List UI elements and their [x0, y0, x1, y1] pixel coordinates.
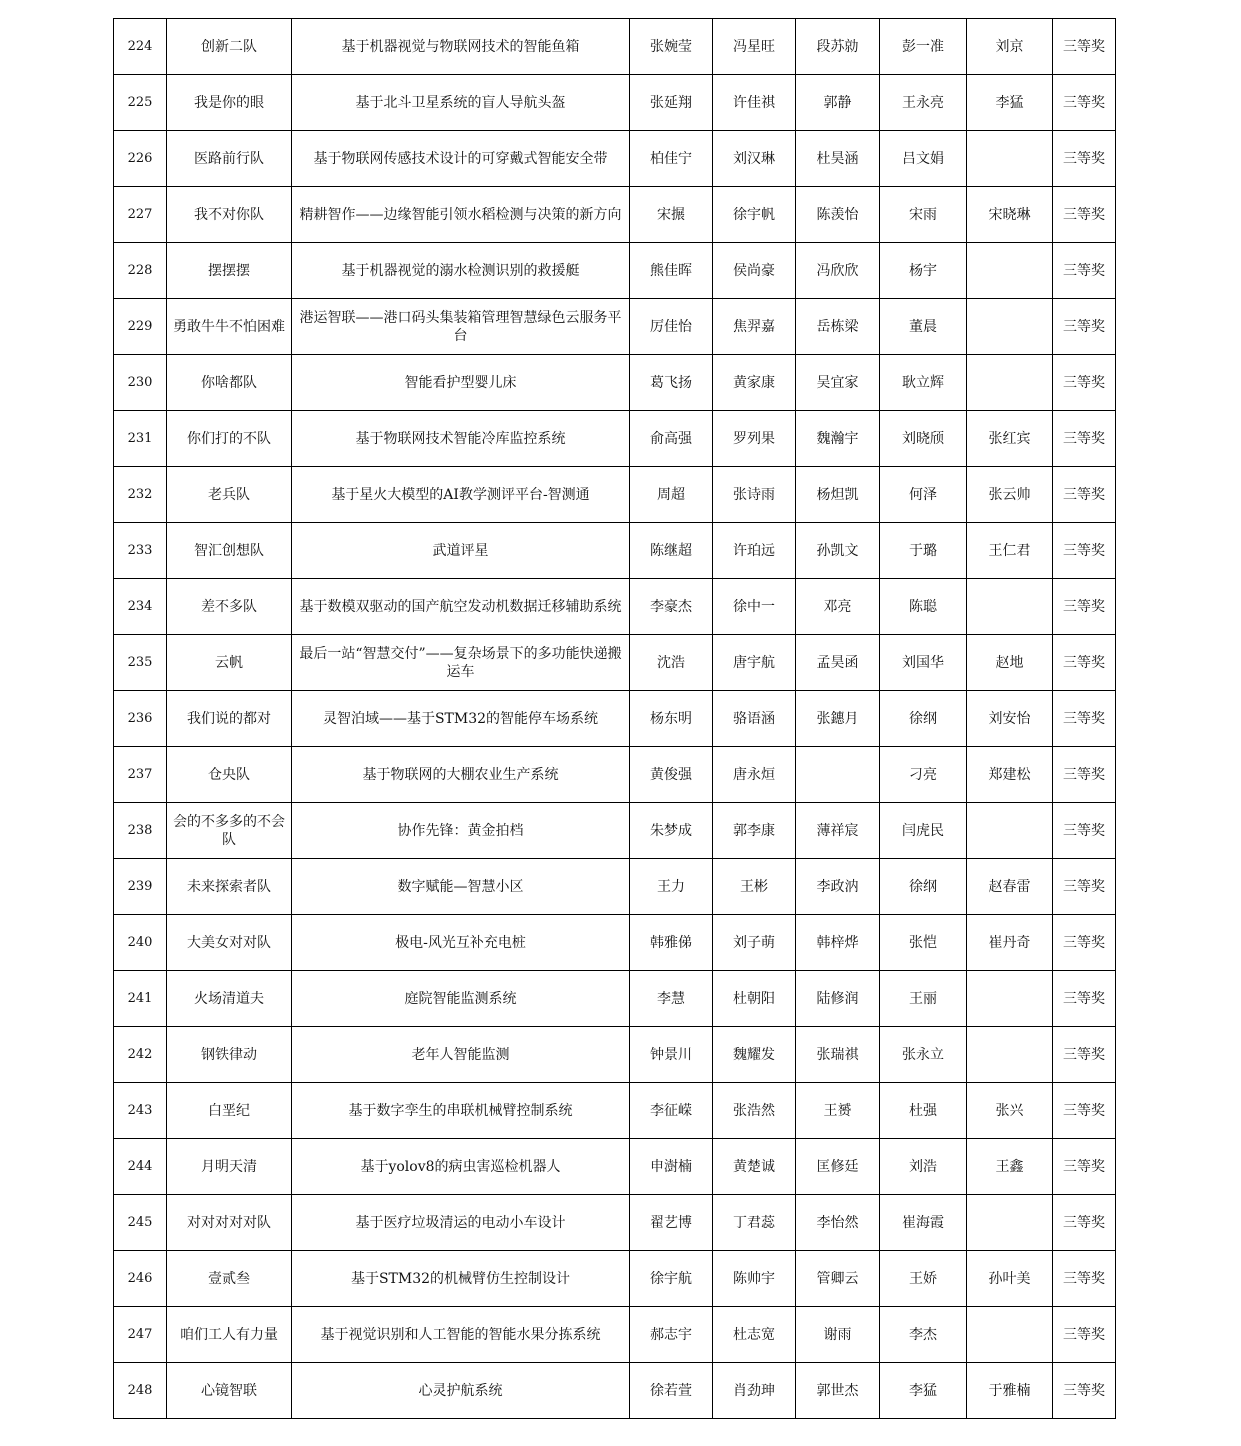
team-name: 对对对对对队 [167, 1195, 292, 1251]
member-1: 周超 [630, 467, 713, 523]
team-name: 仓央队 [167, 747, 292, 803]
project-name: 精耕智作——边缘智能引领水稻检测与决策的新方向 [292, 187, 630, 243]
member-2: 徐宇帆 [713, 187, 796, 243]
award-level: 三等奖 [1053, 1307, 1116, 1363]
project-name: 庭院智能监测系统 [292, 971, 630, 1027]
member-2: 郭李康 [713, 803, 796, 859]
member-4: 陈聪 [880, 579, 967, 635]
row-number: 235 [114, 635, 167, 691]
team-name: 勇敢牛牛不怕困难 [167, 299, 292, 355]
member-1: 李慧 [630, 971, 713, 1027]
team-name: 医路前行队 [167, 131, 292, 187]
team-name: 差不多队 [167, 579, 292, 635]
member-4: 杜强 [880, 1083, 967, 1139]
team-name: 咱们工人有力量 [167, 1307, 292, 1363]
award-level: 三等奖 [1053, 411, 1116, 467]
row-number: 228 [114, 243, 167, 299]
award-level: 三等奖 [1053, 523, 1116, 579]
table-row [114, 1083, 1116, 1139]
team-name: 老兵队 [167, 467, 292, 523]
project-name: 基于数字孪生的串联机械臂控制系统 [292, 1083, 630, 1139]
member-1: 葛飞扬 [630, 355, 713, 411]
row-number: 232 [114, 467, 167, 523]
member-2: 许珀远 [713, 523, 796, 579]
team-name: 你们打的不队 [167, 411, 292, 467]
row-number: 247 [114, 1307, 167, 1363]
member-1: 李豪杰 [630, 579, 713, 635]
member-1: 钟景川 [630, 1027, 713, 1083]
project-name: 灵智泊域——基于STM32的智能停车场系统 [292, 691, 630, 747]
member-1: 翟艺博 [630, 1195, 713, 1251]
member-2: 许佳祺 [713, 75, 796, 131]
team-name: 壹贰叁 [167, 1251, 292, 1307]
table-row [114, 19, 1116, 75]
member-4: 王丽 [880, 971, 967, 1027]
member-1: 沈浩 [630, 635, 713, 691]
member-1: 俞高强 [630, 411, 713, 467]
table-row [114, 1307, 1116, 1363]
member-3: 韩梓烨 [796, 915, 880, 971]
member-5: 张兴 [967, 1083, 1053, 1139]
table-row [114, 1139, 1116, 1195]
table-row [114, 467, 1116, 523]
member-3 [796, 747, 880, 803]
member-4: 闫虎民 [880, 803, 967, 859]
member-2: 刘子萌 [713, 915, 796, 971]
member-4: 刁亮 [880, 747, 967, 803]
row-number: 238 [114, 803, 167, 859]
award-level: 三等奖 [1053, 467, 1116, 523]
member-4: 彭一准 [880, 19, 967, 75]
table-row [114, 1251, 1116, 1307]
row-number: 240 [114, 915, 167, 971]
member-5: 王仁君 [967, 523, 1053, 579]
member-5: 崔丹奇 [967, 915, 1053, 971]
member-4: 张永立 [880, 1027, 967, 1083]
row-number: 246 [114, 1251, 167, 1307]
member-5 [967, 131, 1053, 187]
project-name: 基于星火大模型的AI教学测评平台-智测通 [292, 467, 630, 523]
award-level: 三等奖 [1053, 355, 1116, 411]
member-4: 王永亮 [880, 75, 967, 131]
team-name: 大美女对对队 [167, 915, 292, 971]
award-level: 三等奖 [1053, 803, 1116, 859]
table-row [114, 803, 1116, 859]
member-4: 刘晓颀 [880, 411, 967, 467]
award-level: 三等奖 [1053, 747, 1116, 803]
award-level: 三等奖 [1053, 971, 1116, 1027]
member-3: 谢雨 [796, 1307, 880, 1363]
award-level: 三等奖 [1053, 1083, 1116, 1139]
award-level: 三等奖 [1053, 75, 1116, 131]
member-2: 罗列果 [713, 411, 796, 467]
project-name: 最后一站“智慧交付”——复杂场景下的多功能快递搬运车 [292, 635, 630, 691]
member-5: 赵地 [967, 635, 1053, 691]
member-2: 刘汉琳 [713, 131, 796, 187]
member-3: 孟昊函 [796, 635, 880, 691]
project-name: 港运智联——港口码头集装箱管理智慧绿色云服务平台 [292, 299, 630, 355]
member-1: 杨东明 [630, 691, 713, 747]
award-level: 三等奖 [1053, 1027, 1116, 1083]
project-name: 基于物联网技术智能冷库监控系统 [292, 411, 630, 467]
member-5: 张红宾 [967, 411, 1053, 467]
member-2: 唐宇航 [713, 635, 796, 691]
member-4: 张恺 [880, 915, 967, 971]
member-1: 陈继超 [630, 523, 713, 579]
member-4: 何泽 [880, 467, 967, 523]
team-name: 火场清道夫 [167, 971, 292, 1027]
team-name: 我是你的眼 [167, 75, 292, 131]
project-name: 基于STM32的机械臂仿生控制设计 [292, 1251, 630, 1307]
member-4: 吕文娟 [880, 131, 967, 187]
award-level: 三等奖 [1053, 19, 1116, 75]
row-number: 237 [114, 747, 167, 803]
member-2: 肖劲珅 [713, 1363, 796, 1419]
member-4: 徐纲 [880, 859, 967, 915]
member-1: 徐若萱 [630, 1363, 713, 1419]
member-3: 张鏸月 [796, 691, 880, 747]
award-level: 三等奖 [1053, 1195, 1116, 1251]
member-2: 杜朝阳 [713, 971, 796, 1027]
member-4: 耿立辉 [880, 355, 967, 411]
member-5 [967, 1307, 1053, 1363]
member-4: 王娇 [880, 1251, 967, 1307]
member-2: 骆语涵 [713, 691, 796, 747]
row-number: 233 [114, 523, 167, 579]
member-5 [967, 579, 1053, 635]
table-row [114, 859, 1116, 915]
row-number: 224 [114, 19, 167, 75]
row-number: 243 [114, 1083, 167, 1139]
member-3: 管卿云 [796, 1251, 880, 1307]
member-5: 赵春雷 [967, 859, 1053, 915]
team-name: 心镜智联 [167, 1363, 292, 1419]
row-number: 226 [114, 131, 167, 187]
row-number: 230 [114, 355, 167, 411]
member-3: 杜昊涵 [796, 131, 880, 187]
project-name: 基于物联网传感技术设计的可穿戴式智能安全带 [292, 131, 630, 187]
team-name: 摆摆摆 [167, 243, 292, 299]
row-number: 236 [114, 691, 167, 747]
project-name: 基于医疗垃圾清运的电动小车设计 [292, 1195, 630, 1251]
member-3: 邓亮 [796, 579, 880, 635]
award-level: 三等奖 [1053, 187, 1116, 243]
member-1: 申澍楠 [630, 1139, 713, 1195]
table-row [114, 355, 1116, 411]
project-name: 协作先锋：黄金拍档 [292, 803, 630, 859]
member-2: 焦羿嘉 [713, 299, 796, 355]
member-3: 魏瀚宇 [796, 411, 880, 467]
member-2: 徐中一 [713, 579, 796, 635]
member-1: 熊佳晖 [630, 243, 713, 299]
member-2: 杜志宽 [713, 1307, 796, 1363]
table-row [114, 523, 1116, 579]
award-level: 三等奖 [1053, 243, 1116, 299]
member-3: 岳栋梁 [796, 299, 880, 355]
member-5: 王鑫 [967, 1139, 1053, 1195]
member-2: 黄家康 [713, 355, 796, 411]
member-5 [967, 1195, 1053, 1251]
row-number: 245 [114, 1195, 167, 1251]
member-1: 徐宇航 [630, 1251, 713, 1307]
project-name: 老年人智能监测 [292, 1027, 630, 1083]
table-row [114, 1363, 1116, 1419]
team-name: 你啥都队 [167, 355, 292, 411]
team-name: 会的不多多的不会队 [167, 803, 292, 859]
table-row [114, 411, 1116, 467]
member-3: 李政汭 [796, 859, 880, 915]
table-row [114, 971, 1116, 1027]
member-4: 徐纲 [880, 691, 967, 747]
award-level: 三等奖 [1053, 691, 1116, 747]
member-1: 张婉莹 [630, 19, 713, 75]
table-row [114, 747, 1116, 803]
member-2: 张浩然 [713, 1083, 796, 1139]
team-name: 白垩纪 [167, 1083, 292, 1139]
member-3: 王赟 [796, 1083, 880, 1139]
member-5 [967, 299, 1053, 355]
row-number: 225 [114, 75, 167, 131]
member-1: 柏佳宁 [630, 131, 713, 187]
member-4: 崔海霞 [880, 1195, 967, 1251]
member-3: 吴宜家 [796, 355, 880, 411]
member-3: 孙凯文 [796, 523, 880, 579]
member-3: 冯欣欣 [796, 243, 880, 299]
member-3: 李怡然 [796, 1195, 880, 1251]
table-row [114, 187, 1116, 243]
project-name: 极电-风光互补充电桩 [292, 915, 630, 971]
table-row [114, 1195, 1116, 1251]
member-3: 郭世杰 [796, 1363, 880, 1419]
award-level: 三等奖 [1053, 1251, 1116, 1307]
award-level: 三等奖 [1053, 915, 1116, 971]
member-2: 冯星旺 [713, 19, 796, 75]
team-name: 月明天清 [167, 1139, 292, 1195]
member-5 [967, 243, 1053, 299]
member-1: 张延翔 [630, 75, 713, 131]
row-number: 241 [114, 971, 167, 1027]
row-number: 239 [114, 859, 167, 915]
member-5 [967, 355, 1053, 411]
project-name: 武道评星 [292, 523, 630, 579]
award-table-body [114, 19, 1116, 1419]
member-2: 唐永烜 [713, 747, 796, 803]
member-5: 于雅楠 [967, 1363, 1053, 1419]
member-1: 朱梦成 [630, 803, 713, 859]
team-name: 智汇创想队 [167, 523, 292, 579]
member-1: 王力 [630, 859, 713, 915]
project-name: 基于机器视觉与物联网技术的智能鱼箱 [292, 19, 630, 75]
award-level: 三等奖 [1053, 579, 1116, 635]
member-5: 宋晓琳 [967, 187, 1053, 243]
team-name: 云帆 [167, 635, 292, 691]
member-5 [967, 803, 1053, 859]
member-4: 李杰 [880, 1307, 967, 1363]
project-name: 基于机器视觉的溺水检测识别的救援艇 [292, 243, 630, 299]
project-name: 基于数模双驱动的国产航空发动机数据迁移辅助系统 [292, 579, 630, 635]
table-row [114, 579, 1116, 635]
member-2: 陈帅宇 [713, 1251, 796, 1307]
team-name: 我不对你队 [167, 187, 292, 243]
project-name: 基于视觉识别和人工智能的智能水果分拣系统 [292, 1307, 630, 1363]
member-5: 郑建松 [967, 747, 1053, 803]
member-1: 郝志宇 [630, 1307, 713, 1363]
row-number: 242 [114, 1027, 167, 1083]
member-5: 刘安怡 [967, 691, 1053, 747]
award-level: 三等奖 [1053, 299, 1116, 355]
team-name: 未来探索者队 [167, 859, 292, 915]
member-5: 李猛 [967, 75, 1053, 131]
member-3: 段苏勍 [796, 19, 880, 75]
member-4: 宋雨 [880, 187, 967, 243]
row-number: 234 [114, 579, 167, 635]
project-name: 基于物联网的大棚农业生产系统 [292, 747, 630, 803]
member-3: 陆修润 [796, 971, 880, 1027]
row-number: 229 [114, 299, 167, 355]
award-level: 三等奖 [1053, 1363, 1116, 1419]
member-4: 刘浩 [880, 1139, 967, 1195]
member-5: 孙叶美 [967, 1251, 1053, 1307]
member-3: 张瑞祺 [796, 1027, 880, 1083]
member-5: 刘京 [967, 19, 1053, 75]
team-name: 我们说的都对 [167, 691, 292, 747]
member-5 [967, 971, 1053, 1027]
row-number: 244 [114, 1139, 167, 1195]
team-name: 创新二队 [167, 19, 292, 75]
member-3: 郭静 [796, 75, 880, 131]
member-1: 黄俊强 [630, 747, 713, 803]
member-3: 匡修廷 [796, 1139, 880, 1195]
member-3: 薄祥宸 [796, 803, 880, 859]
member-1: 李征嵘 [630, 1083, 713, 1139]
member-2: 黄楚诚 [713, 1139, 796, 1195]
table-row [114, 299, 1116, 355]
member-1: 厉佳怡 [630, 299, 713, 355]
member-4: 杨宇 [880, 243, 967, 299]
table-row [114, 691, 1116, 747]
member-2: 侯尚豪 [713, 243, 796, 299]
project-name: 心灵护航系统 [292, 1363, 630, 1419]
member-4: 刘国华 [880, 635, 967, 691]
member-3: 杨炟凯 [796, 467, 880, 523]
member-4: 董晨 [880, 299, 967, 355]
project-name: 智能看护型婴儿床 [292, 355, 630, 411]
member-2: 魏耀发 [713, 1027, 796, 1083]
team-name: 钢铁律动 [167, 1027, 292, 1083]
award-level: 三等奖 [1053, 1139, 1116, 1195]
project-name: 数字赋能—智慧小区 [292, 859, 630, 915]
project-name: 基于yolov8的病虫害巡检机器人 [292, 1139, 630, 1195]
award-table [113, 18, 1116, 1419]
award-level: 三等奖 [1053, 131, 1116, 187]
member-5: 张云帅 [967, 467, 1053, 523]
member-1: 韩雅俤 [630, 915, 713, 971]
member-2: 丁君蕊 [713, 1195, 796, 1251]
row-number: 227 [114, 187, 167, 243]
award-level: 三等奖 [1053, 635, 1116, 691]
member-4: 李猛 [880, 1363, 967, 1419]
row-number: 231 [114, 411, 167, 467]
table-row [114, 915, 1116, 971]
member-1: 宋搌 [630, 187, 713, 243]
table-row [114, 243, 1116, 299]
member-2: 张诗雨 [713, 467, 796, 523]
table-row [114, 75, 1116, 131]
row-number: 248 [114, 1363, 167, 1419]
member-4: 于璐 [880, 523, 967, 579]
member-2: 王彬 [713, 859, 796, 915]
member-5 [967, 1027, 1053, 1083]
table-row [114, 635, 1116, 691]
project-name: 基于北斗卫星系统的盲人导航头盔 [292, 75, 630, 131]
table-row [114, 1027, 1116, 1083]
award-level: 三等奖 [1053, 859, 1116, 915]
table-row [114, 131, 1116, 187]
member-3: 陈羡怡 [796, 187, 880, 243]
